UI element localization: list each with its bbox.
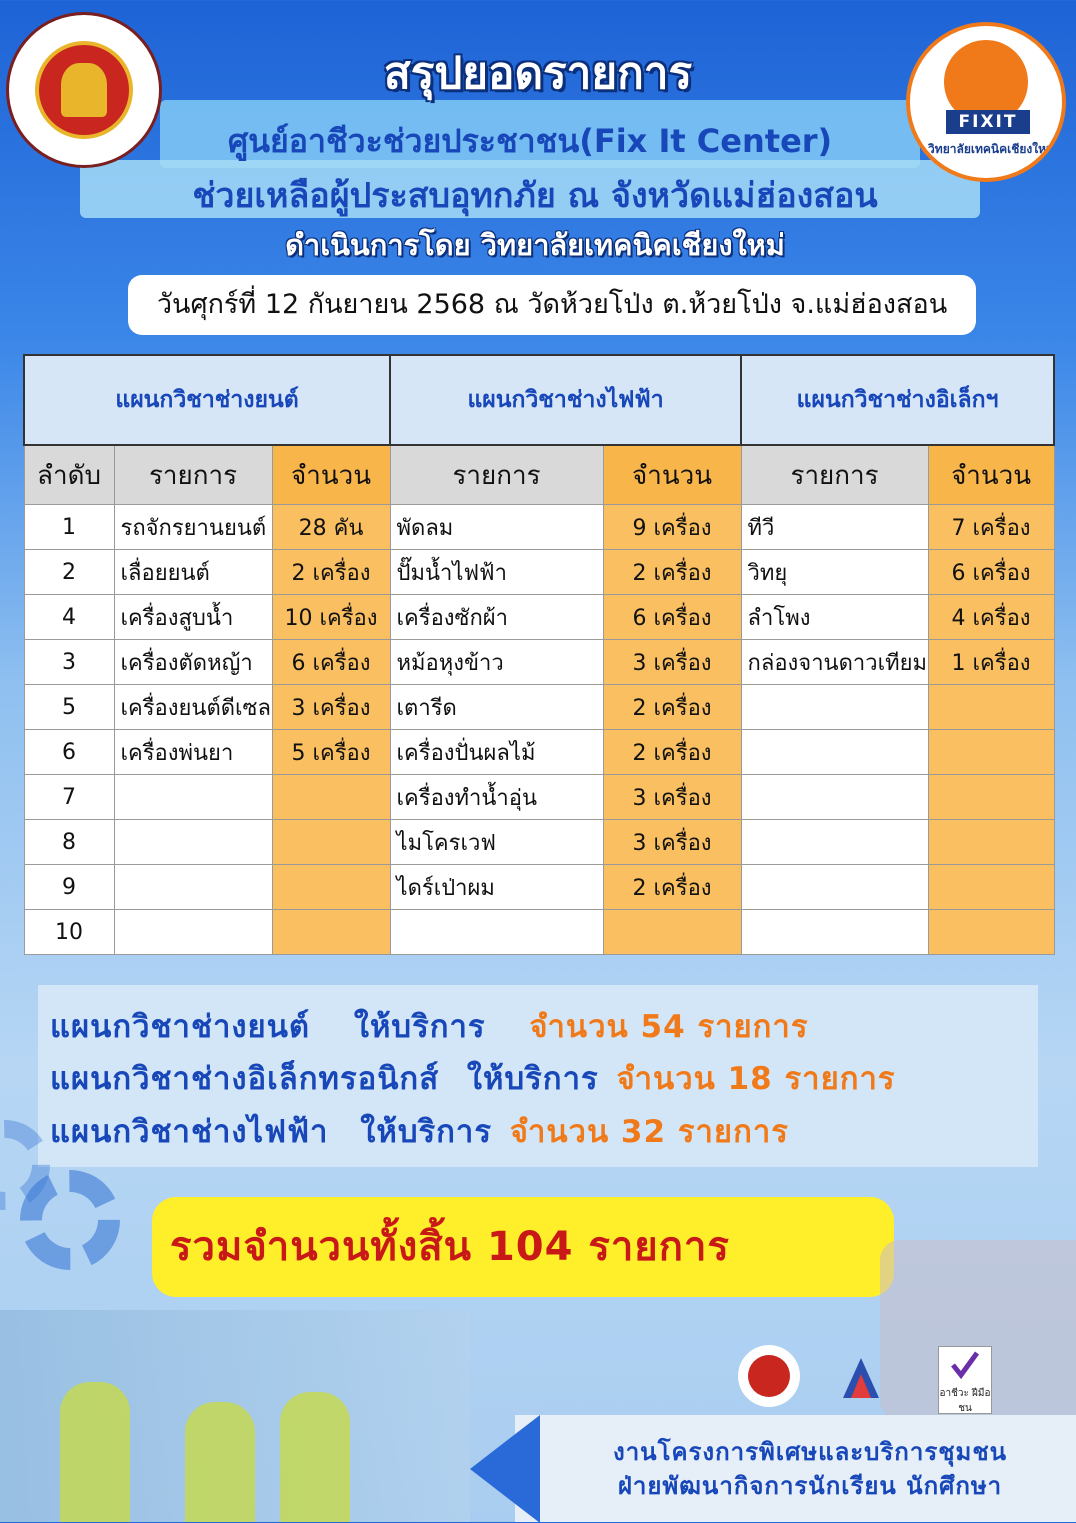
summary-dept: แผนกวิชาช่างอิเล็กทรอนิกส์ [50,1061,440,1097]
electronics-qty [928,730,1054,775]
footer-line1: งานโครงการพิเศษและบริการชุมชน [612,1438,1008,1466]
fixit-tagline: วิทยาลัยเทคนิคเชียงใหม่ [928,142,1054,156]
table-row [24,685,1054,730]
electronics-item [741,775,928,820]
electronics-qty: 7 เครื่อง [928,505,1054,550]
chevron-left-icon [470,1415,540,1523]
summary-service: ให้บริการ [360,1114,492,1150]
elec-item: พัดลม [390,505,603,550]
date-location: วันศุกร์ที่ 12 กันยายน 2568 ณ วัดห้วยโป่ง ต.ห้วยโป่ง จ.แม่ฮ่องสอน [128,275,976,335]
partner-logo-college [738,1345,800,1407]
dept-header-automotive: แผนกวิชาช่างยนต์ [24,355,390,445]
elec-item: ไดร์เป่าผม [390,865,603,910]
summary-line [50,1001,809,1051]
auto-item: เครื่องตัดหญ้า [114,640,272,685]
grand-total: รวมจำนวนทั้งสิ้น 104 รายการ [152,1197,894,1297]
elec-qty: 6 เครื่อง [603,595,741,640]
elec-item: เครื่องซักผ้า [390,595,603,640]
auto-item: เครื่องพ่นยา [114,730,272,775]
partner-logo-vocational-icon [833,1348,889,1410]
elec-item: หม้อหุงข้าว [390,640,603,685]
auto-item [114,865,272,910]
elec-qty: 9 เครื่อง [603,505,741,550]
table-row [24,775,1054,820]
summary-service: ให้บริการ [466,1061,599,1097]
elec-qty: 2 เครื่อง [603,730,741,775]
elec-qty: 2 เครื่อง [603,550,741,595]
elec-qty: 2 เครื่อง [603,685,741,730]
summary-dept: แผนกวิชาช่างยนต์ [50,1009,311,1045]
elec-qty [603,910,741,955]
electronics-qty [928,775,1054,820]
auto-qty: 2 เครื่อง [272,550,390,595]
summary-line [50,1053,896,1103]
auto-item [114,910,272,955]
table-row [24,640,1054,685]
auto-item [114,775,272,820]
row-index: 4 [24,595,114,640]
auto-qty [272,775,390,820]
row-index: 3 [24,640,114,685]
row-index: 2 [24,550,114,595]
electronics-item: ทีวี [741,505,928,550]
col-header-item: รายการ [741,445,928,505]
electronics-qty: 4 เครื่อง [928,595,1054,640]
fixit-badge: FIXIT [946,110,1030,134]
summary-count: จำนวน 32 รายการ [509,1114,789,1150]
elec-item: ไมโครเวฟ [390,820,603,865]
electronics-item [741,910,928,955]
partner-logo-community [938,1346,992,1414]
electronics-item [741,820,928,865]
auto-qty: 6 เครื่อง [272,640,390,685]
summary-count: จำนวน 54 รายการ [529,1009,809,1045]
summary-box [38,985,1038,1167]
electronics-qty [928,865,1054,910]
auto-item: รถจักรยานยนต์ [114,505,272,550]
subtitle-organizer: ดำเนินการโดย วิทยาลัยเทคนิคเชียงใหม่ [285,228,785,262]
col-header-qty: จำนวน [603,445,741,505]
table-row [24,865,1054,910]
table-row [24,910,1054,955]
page-title: สรุปยอดรายการ [383,48,693,99]
row-index: 8 [24,820,114,865]
electronics-item [741,730,928,775]
auto-qty [272,820,390,865]
row-index: 7 [24,775,114,820]
electronics-qty: 1 เครื่อง [928,640,1054,685]
elec-qty: 2 เครื่อง [603,865,741,910]
auto-qty: 10 เครื่อง [272,595,390,640]
elec-item: เตารีด [390,685,603,730]
elec-item: เครื่องทำน้ำอุ่น [390,775,603,820]
electronics-item: วิทยุ [741,550,928,595]
elec-qty: 3 เครื่อง [603,820,741,865]
row-index: 6 [24,730,114,775]
auto-item: เครื่องสูบน้ำ [114,595,272,640]
students-photo [0,1310,470,1522]
elec-qty: 3 เครื่อง [603,640,741,685]
auto-item: เลื่อยยนต์ [114,550,272,595]
electronics-qty: 6 เครื่อง [928,550,1054,595]
summary-count: จำนวน 18 รายการ [616,1061,896,1097]
col-header-index: ลำดับ [24,445,114,505]
summary-service: ให้บริการ [353,1009,486,1045]
auto-qty [272,910,390,955]
table-row [24,595,1054,640]
dept-header-electronics: แผนกวิชาช่างอิเล็กฯ [741,355,1054,445]
col-header-qty: จำนวน [928,445,1054,505]
table-body [24,505,1054,955]
elec-item: ปั๊มน้ำไฟฟ้า [390,550,603,595]
electronics-qty [928,685,1054,730]
electronics-qty [928,820,1054,865]
row-index: 1 [24,505,114,550]
electronics-item [741,865,928,910]
auto-item [114,820,272,865]
electronics-item: ลำโพง [741,595,928,640]
footer-line2: ฝ่ายพัฒนากิจการนักเรียน นักศึกษา [617,1472,1003,1500]
row-index: 10 [24,910,114,955]
electronics-qty [928,910,1054,955]
auto-item: เครื่องยนต์ดีเซล [114,685,272,730]
summary-line [50,1106,789,1156]
auto-qty: 28 คัน [272,505,390,550]
elec-item: เครื่องปั่นผลไม้ [390,730,603,775]
col-header-item: รายการ [390,445,603,505]
table-row [24,550,1054,595]
partner-logo-community-label: อาชีวะ ฝีมือชน [939,1388,991,1414]
subtitle-purpose: ช่วยเหลือผู้ประสบอุทกภัย ณ จังหวัดแม่ฮ่องสอน [192,176,878,216]
auto-qty: 3 เครื่อง [272,685,390,730]
row-index: 5 [24,685,114,730]
auto-qty [272,865,390,910]
dept-header-electrical: แผนกวิชาช่างไฟฟ้า [390,355,741,445]
electronics-item: กล่องจานดาวเทียม [741,640,928,685]
gear-decoration-icon [20,1170,120,1270]
col-header-item: รายการ [114,445,272,505]
table-row [24,505,1054,550]
electronics-item [741,685,928,730]
col-header-qty: จำนวน [272,445,390,505]
summary-dept: แผนกวิชาช่างไฟฟ้า [50,1114,329,1150]
elec-qty: 3 เครื่อง [603,775,741,820]
auto-qty: 5 เครื่อง [272,730,390,775]
check-icon [947,1347,983,1383]
table-row [24,820,1054,865]
service-table [23,354,1055,955]
subtitle-center: ศูนย์อาชีวะช่วยประชาชน(Fix It Center) [227,122,833,160]
table-row [24,730,1054,775]
elec-item [390,910,603,955]
row-index: 9 [24,865,114,910]
